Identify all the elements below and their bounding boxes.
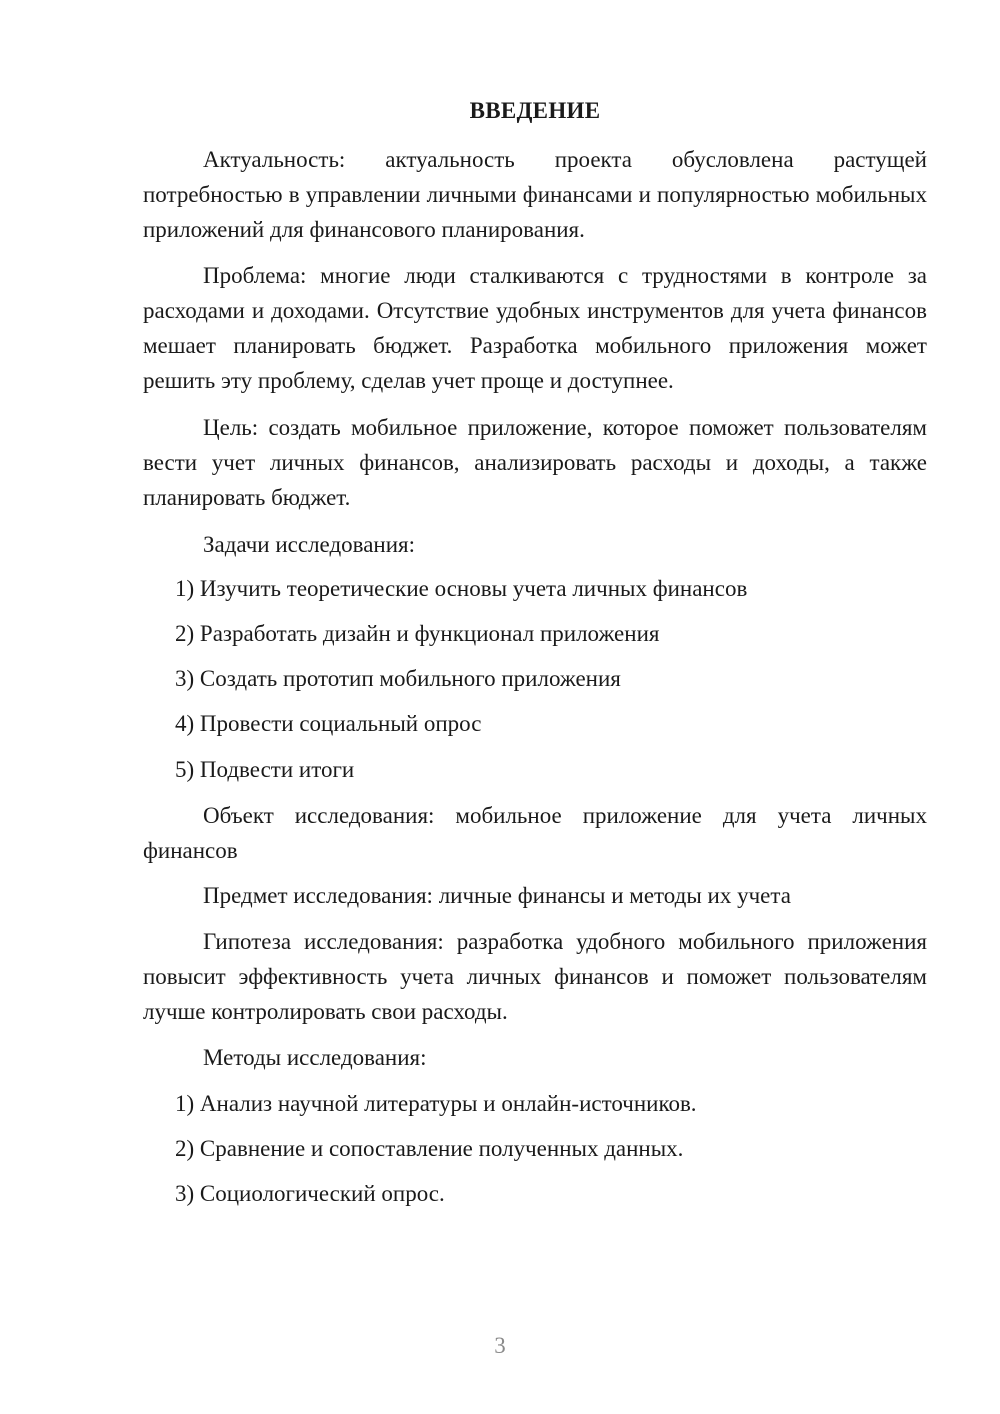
methods-heading: Методы исследования:: [203, 1045, 427, 1070]
task-item: 4) Провести социальный опрос: [175, 711, 482, 736]
tasks-heading: Задачи исследования:: [203, 532, 416, 557]
page-number: 3: [494, 1333, 506, 1358]
task-item: 1) Изучить теоретические основы учета личных финансов: [175, 576, 748, 601]
method-item: 3) Социологический опрос.: [175, 1181, 445, 1206]
page-title: ВВЕДЕНИЕ: [469, 98, 601, 123]
task-item: 5) Подвести итоги: [175, 757, 355, 782]
goal-paragraph: Цель: создать мобильное приложение, которое поможет пользователям вести учет личных финансов, анализировать расходы и доходы, а также планировать бюджет.: [143, 415, 927, 510]
method-item: 1) Анализ научной литературы и онлайн-источников.: [175, 1091, 697, 1116]
object-paragraph: Объект исследования: мобильное приложение для учета личных финансов: [143, 803, 927, 863]
hypothesis-paragraph: Гипотеза исследования: разработка удобного мобильного приложения повысит эффективность учета личных финансов и поможет пользователям лучше контролировать свои расходы.: [143, 929, 927, 1024]
task-item: 2) Разработать дизайн и функционал приложения: [175, 621, 660, 646]
subject-paragraph: Предмет исследования: личные финансы и методы их учета: [203, 883, 791, 908]
relevance-paragraph: Актуальность: актуальность проекта обусловлена растущей потребностью в управлении личными финансами и популярностью мобильных приложений для финансового планирования.: [143, 147, 927, 242]
task-item: 3) Создать прототип мобильного приложения: [175, 666, 621, 691]
method-item: 2) Сравнение и сопоставление полученных данных.: [175, 1136, 684, 1161]
problem-paragraph: Проблема: многие люди сталкиваются с трудностями в контроле за расходами и доходами. Отсутствие удобных инструментов для учета финансов мешает планировать бюджет. Разработка мобильного приложения может решить эту проблему, сделав учет проще и доступнее.: [143, 263, 927, 393]
